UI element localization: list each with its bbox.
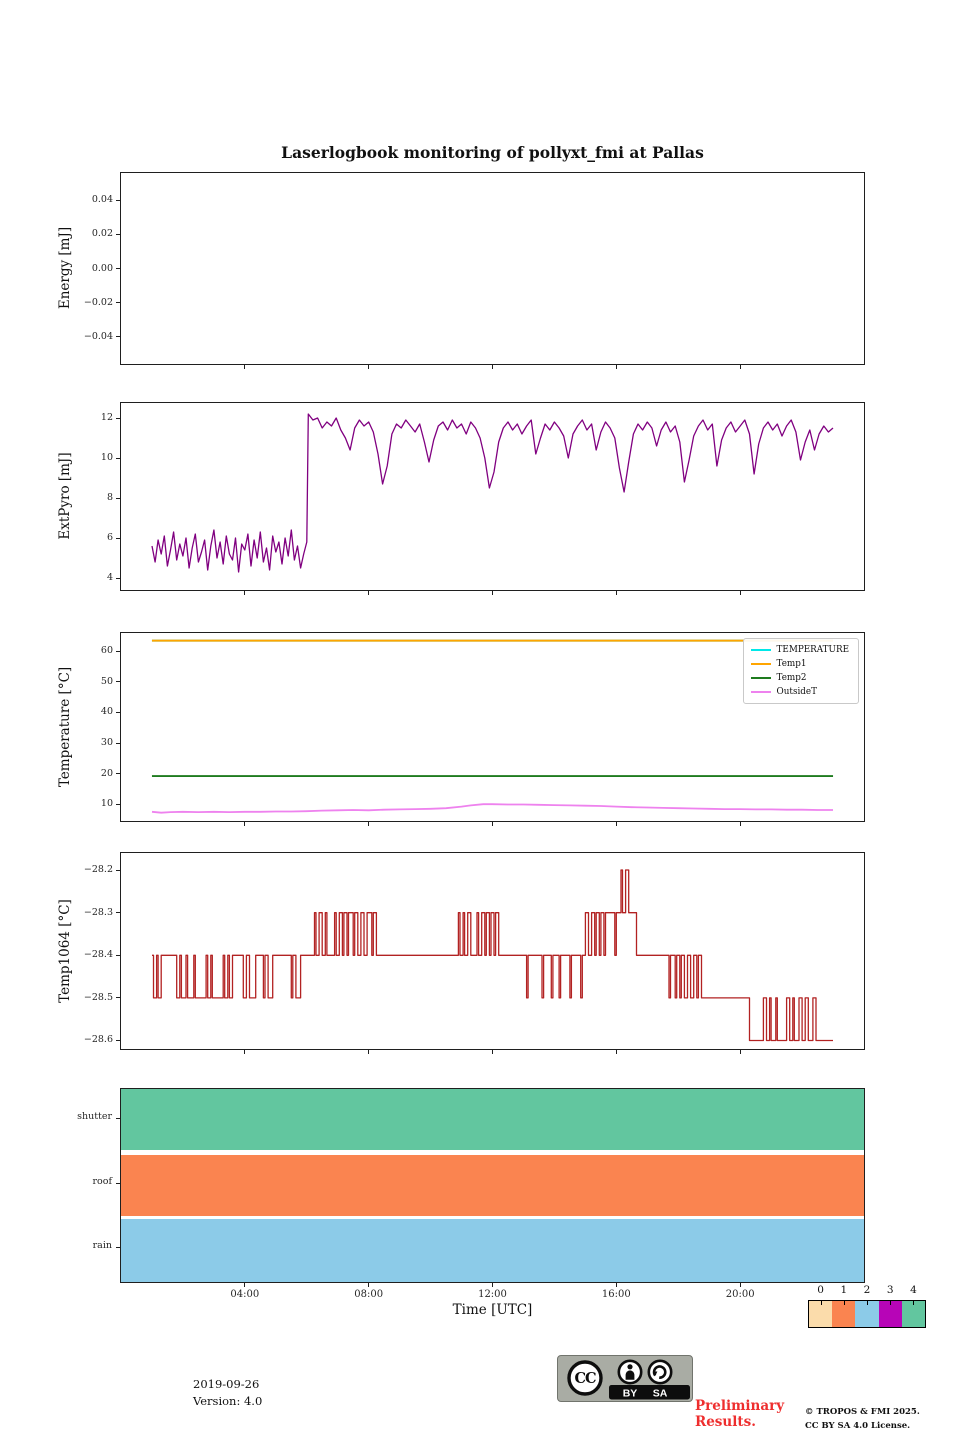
y-tick-label: 6 <box>106 532 113 543</box>
copyright-line2: CC BY SA 4.0 License. <box>805 1421 911 1431</box>
status-bar-roof <box>121 1155 864 1216</box>
status-bar-shutter <box>121 1089 864 1150</box>
status-bar-rain <box>121 1219 864 1282</box>
legend-entry-temp2 <box>751 671 849 685</box>
y-tick-mark <box>116 1247 120 1248</box>
y-tick-mark <box>116 1118 120 1119</box>
colorbar-value-label: 2 <box>863 1284 871 1296</box>
y-tick-mark <box>116 538 120 539</box>
x-tick-mark <box>740 1050 741 1054</box>
y-tick-label: 12 <box>100 412 113 423</box>
y-tick-label: 8 <box>106 492 113 503</box>
x-axis-title: Time [UTC] <box>452 1302 533 1318</box>
colorbar-cell-2 <box>855 1284 878 1327</box>
colorbar-value-label: 4 <box>910 1284 917 1296</box>
y-tick-mark <box>116 912 120 913</box>
cc-sa-label: SA <box>652 1387 668 1400</box>
y-axis-label-temp1064: Temp1064 [°C] <box>57 899 73 1003</box>
colorbar-cell-1 <box>832 1284 855 1327</box>
x-tick-mark <box>368 1050 369 1054</box>
colorbar-cell-0 <box>809 1284 832 1327</box>
series-line-temp1064 <box>152 870 833 1041</box>
colorbar-tick <box>844 1301 845 1305</box>
legend-swatch-temperature <box>751 649 771 651</box>
copyright-text <box>805 1405 920 1433</box>
status-row-label: shutter <box>77 1111 112 1123</box>
y-tick-mark <box>116 955 120 956</box>
y-tick-label: 0.04 <box>91 194 113 206</box>
y-tick-label: −28.2 <box>83 864 113 876</box>
x-tick-mark <box>616 591 617 595</box>
y-tick-label: 4 <box>106 572 113 583</box>
legend-label: Temp1 <box>776 659 807 669</box>
y-tick-mark <box>116 1040 120 1041</box>
x-tick-mark <box>244 1050 245 1054</box>
y-tick-mark <box>116 302 120 303</box>
by-person-icon <box>619 1361 641 1383</box>
y-tick-mark <box>116 336 120 337</box>
subplot-energy <box>83 172 865 365</box>
energy-plot-area <box>121 173 864 364</box>
x-tick-mark <box>492 591 493 595</box>
colorbar-cell-4 <box>902 1284 925 1327</box>
y-tick-mark <box>116 200 120 201</box>
series-line-extpyro <box>152 414 833 572</box>
date-text: 2019-09-26 <box>193 1377 260 1391</box>
y-tick-label: 10 <box>100 452 113 463</box>
x-tick-mark <box>492 1050 493 1054</box>
x-tick-mark <box>368 822 369 826</box>
status-colorbar <box>808 1284 926 1328</box>
colorbar-value-label: 0 <box>817 1284 824 1296</box>
legend-label: TEMPERATURE <box>776 645 849 655</box>
y-tick-mark <box>116 870 120 871</box>
y-tick-mark <box>116 651 120 652</box>
y-tick-label: 20 <box>100 767 113 779</box>
y-tick-mark <box>116 681 120 682</box>
x-tick-mark <box>244 1283 245 1287</box>
x-tick-mark <box>244 591 245 595</box>
x-tick-mark <box>740 822 741 826</box>
cc-logo-icon <box>569 1362 601 1394</box>
svg-text:CC: CC <box>574 1370 596 1387</box>
chart-title: Laserlogbook monitoring of pollyxt_fmi at Pallas <box>281 143 704 162</box>
legend-label: Temp2 <box>776 673 807 683</box>
x-tick-mark <box>616 1050 617 1054</box>
colorbar-value-label: 3 <box>886 1284 894 1296</box>
y-tick-mark <box>116 418 120 419</box>
legend-entry-temp1 <box>751 657 849 671</box>
y-tick-mark <box>116 1183 120 1184</box>
cc-badge-graphic <box>557 1355 693 1403</box>
x-tick-mark <box>492 822 493 826</box>
temperature-legend <box>743 638 859 704</box>
y-tick-mark <box>116 773 120 774</box>
subplot-status-bars <box>77 1088 865 1300</box>
y-tick-mark <box>116 712 120 713</box>
colorbar-tick <box>821 1301 822 1305</box>
colorbar-tick <box>913 1301 914 1305</box>
x-tick-mark <box>368 591 369 595</box>
copyright-line1: © TROPOS & FMI 2025. <box>805 1407 920 1417</box>
y-tick-label: −28.6 <box>83 1034 113 1046</box>
preliminary-results-text <box>695 1398 784 1430</box>
legend-entry-outsidet <box>751 685 849 699</box>
x-tick-mark <box>616 822 617 826</box>
x-tick-mark <box>368 365 369 369</box>
y-tick-mark <box>116 743 120 744</box>
y-tick-label: 30 <box>100 737 113 749</box>
x-tick-label: 08:00 <box>354 1289 384 1300</box>
preliminary-line1: Preliminary <box>695 1398 785 1414</box>
y-tick-mark <box>116 458 120 459</box>
version-text: Version: 4.0 <box>193 1394 263 1408</box>
y-tick-label: 10 <box>100 798 113 810</box>
y-tick-label: −28.4 <box>83 949 113 961</box>
y-tick-mark <box>116 498 120 499</box>
colorbar-cell-3 <box>879 1284 902 1327</box>
y-tick-mark <box>116 997 120 998</box>
subplot-temperature <box>100 632 865 822</box>
y-axis-label-energy: Energy [mJ] <box>57 226 73 310</box>
legend-label: OutsideT <box>776 687 817 697</box>
status-row-label: rain <box>92 1239 112 1251</box>
x-tick-mark <box>740 365 741 369</box>
y-axis-label-temperature: Temperature [°C] <box>57 666 73 788</box>
y-tick-mark <box>116 268 120 269</box>
y-tick-mark <box>116 578 120 579</box>
legend-swatch-temp2 <box>751 677 771 679</box>
status-row-label: roof <box>92 1175 112 1187</box>
y-tick-label: −28.5 <box>83 991 113 1003</box>
y-tick-label: 0.00 <box>91 262 113 274</box>
date-version-text <box>193 1376 262 1410</box>
legend-swatch-temp1 <box>751 663 771 665</box>
subplot-temp1064 <box>83 852 865 1050</box>
y-tick-label: 50 <box>100 675 113 687</box>
x-tick-label: 12:00 <box>478 1289 507 1300</box>
x-tick-mark <box>368 1283 369 1287</box>
cc-badge-band <box>609 1385 690 1400</box>
series-line-outsidet <box>152 804 833 813</box>
subplot-extpyro <box>100 402 865 591</box>
cc-by-sa-badge <box>557 1355 693 1407</box>
legend-entry-temperature <box>751 643 849 657</box>
y-tick-label: −0.04 <box>83 330 113 342</box>
x-tick-mark <box>244 365 245 369</box>
x-tick-mark <box>616 1283 617 1287</box>
x-tick-mark <box>740 1283 741 1287</box>
colorbar-tick <box>890 1301 891 1305</box>
cc-by-label: BY <box>622 1387 638 1400</box>
x-tick-label: 20:00 <box>725 1289 755 1300</box>
legend-swatch-outsidet <box>751 691 771 693</box>
x-tick-mark <box>616 365 617 369</box>
x-tick-mark <box>244 822 245 826</box>
y-tick-label: 60 <box>100 645 113 657</box>
y-tick-mark <box>116 804 120 805</box>
x-tick-label: 16:00 <box>601 1289 631 1300</box>
x-tick-mark <box>740 591 741 595</box>
y-tick-label: 0.02 <box>91 228 113 240</box>
extpyro-plot-area <box>121 403 864 590</box>
y-tick-mark <box>116 234 120 235</box>
y-axis-label-extpyro: ExtPyro [mJ] <box>57 452 73 540</box>
y-tick-label: 40 <box>100 706 113 718</box>
y-tick-label: −0.02 <box>83 296 113 308</box>
x-tick-mark <box>492 365 493 369</box>
colorbar-tick <box>867 1301 868 1305</box>
temp1064-plot-area <box>121 853 864 1049</box>
y-tick-label: −28.3 <box>83 906 113 918</box>
preliminary-line2: Results. <box>695 1414 756 1430</box>
x-tick-label: 04:00 <box>230 1289 260 1300</box>
colorbar-value-label: 1 <box>840 1284 848 1296</box>
sa-arrow-icon <box>649 1361 671 1383</box>
x-tick-mark <box>492 1283 493 1287</box>
